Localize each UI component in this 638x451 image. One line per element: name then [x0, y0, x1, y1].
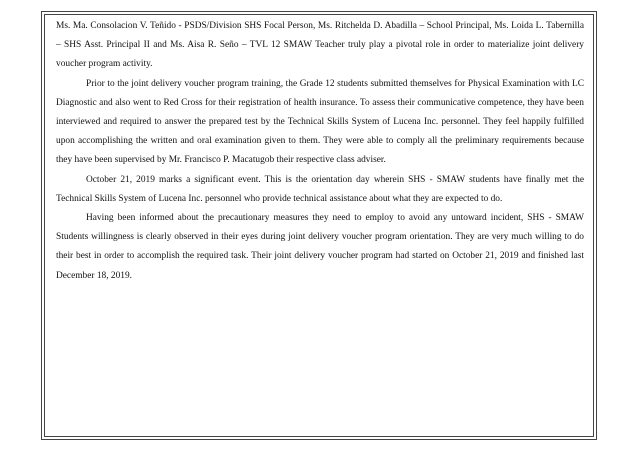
paragraph-orientation: October 21, 2019 marks a significant event. This is the orientation day wherein SHS - SMAW students have finally met the Technical Skills System of Lucena Inc. personnel who provide technical assistance about what they are expected to do.: [56, 174, 584, 204]
document-body: [56, 17, 584, 286]
paragraph-preparation: Prior to the joint delivery voucher program training, the Grade 12 students submitted themselves for Physical Examination with LC Diagnostic and also went to Red Cross for their registration of health insurance. To assess their communicative competence, they have been interviewed and required to answer the prepared test by the Technical Skills System of Lucena Inc. personnel. They feel happily fulfilled upon accomplishing the written and oral examination given to them. They were able to comply all the preliminary requirements because they have been supervised by Mr. Francisco P. Macatugob their respective class adviser.: [56, 78, 584, 166]
paragraph-program-duration: Having been informed about the precautionary measures they need to employ to avoid any untoward incident, SHS - SMAW Students willingness is clearly observed in their eyes during joint delivery voucher program orientation. They are very much willing to do their best in order to accomplish the required task. Their joint delivery voucher program had started on October 21, 2019 and finished last December 18, 2019.: [56, 213, 584, 281]
paragraph-acknowledgement: Ms. Ma. Consolacion V. Teñido - PSDS/Division SHS Focal Person, Ms. Ritchelda D. Abadilla – School Principal, Ms. Loida L. Tabernilla – SHS Asst. Principal II and Ms. Aisa R. Seño – TVL 12 SMAW Teacher truly play a pivotal role in order to materialize joint delivery voucher program activity.: [56, 21, 584, 70]
